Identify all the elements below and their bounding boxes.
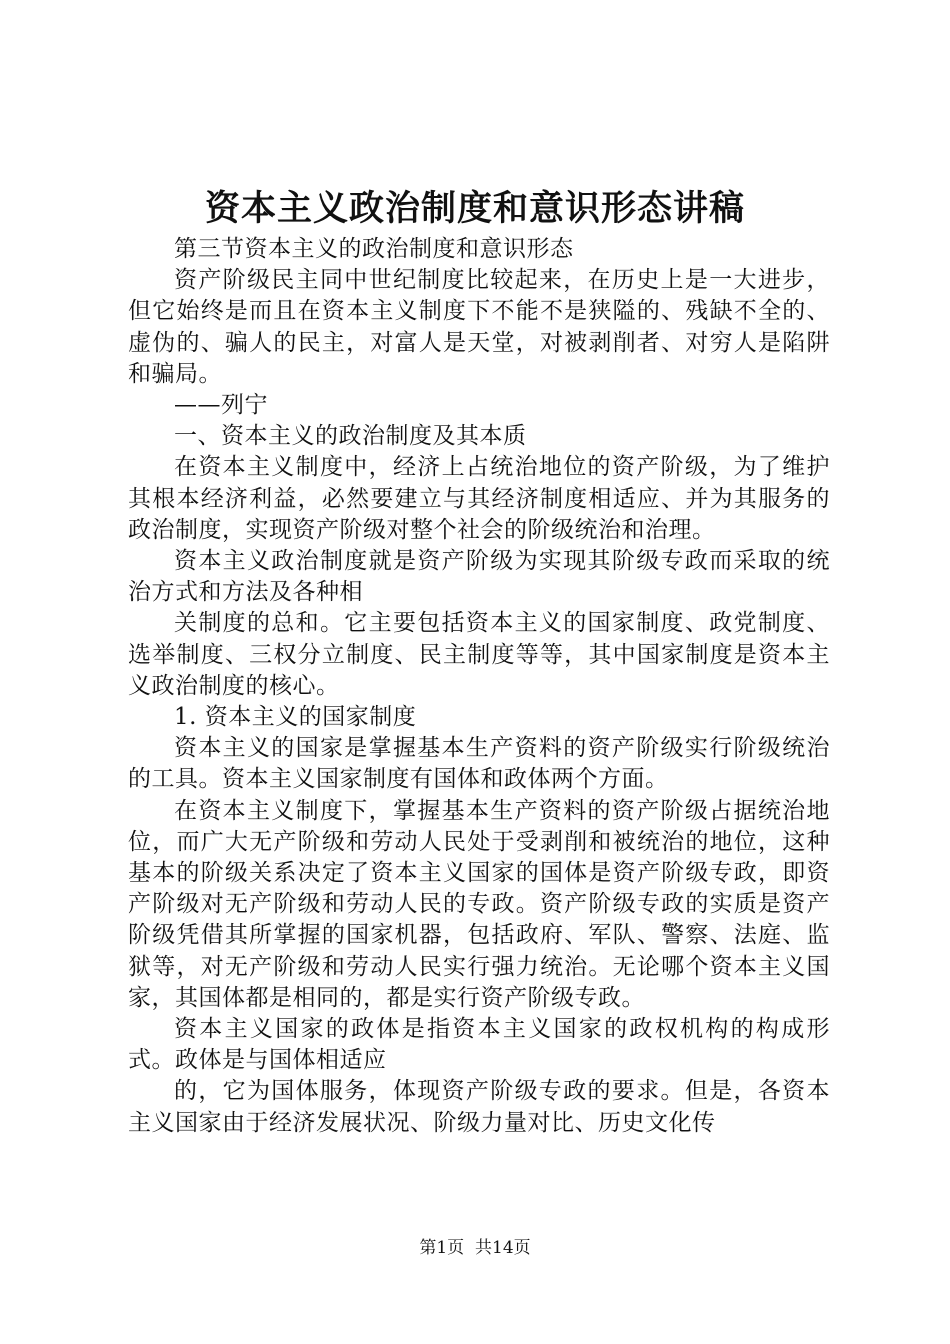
body-paragraph: 在资本主义制度中，经济上占统治地位的资产阶级，为了维护其根本经济利益，必然要建立与其经济制度相适应、并为其服务的政治制度，实现资产阶级对整个社会的阶级统治和治理。 xyxy=(128,454,830,543)
body-paragraph: 在资本主义制度下，掌握基本生产资料的资产阶级占据统治地位，而广大无产阶级和劳动人民处于受剥削和被统治的地位，这种基本的阶级关系决定了资本主义国家的国体是资产阶级专政，即资产阶级对无产阶级和劳动人民的专政。资产阶级专政的实质是资产阶级凭借其所掌握的国家机器，包括政府、军队、警察、法庭、监狱等，对无产阶级和劳动人民实行强力统治。无论哪个资本主义国家，其国体都是相同的，都是实行资产阶级专政。 xyxy=(128,797,830,1011)
document-title: 资本主义政治制度和意识形态讲稿 xyxy=(204,189,745,229)
body-paragraph: 资本主义国家的政体是指资本主义国家的政权机构的构成形式。政体是与国体相适应 xyxy=(128,1016,830,1074)
body-paragraph: 关制度的总和。它主要包括资本主义的国家制度、政党制度、选举制度、三权分立制度、民主制度等等，其中国家制度是资本主义政治制度的核心。 xyxy=(128,610,830,699)
document-body xyxy=(128,234,830,1139)
quote-attribution: ——列宁 xyxy=(174,392,268,419)
page-number: 第1页 xyxy=(419,1238,465,1258)
subsection-heading: 一、资本主义的政治制度及其本质 xyxy=(174,423,527,450)
body-paragraph: 资本主义的国家是掌握基本生产资料的资产阶级实行阶级统治的工具。资本主义国家制度有国体和政体两个方面。 xyxy=(128,735,830,793)
page-footer xyxy=(0,1236,950,1260)
page-total: 共14页 xyxy=(475,1238,531,1258)
quote-paragraph: 资产阶级民主同中世纪制度比较起来，在历史上是一大进步，但它始终是而且在资本主义制度下不能不是狭隘的、残缺不全的、虚伪的、骗人的民主，对富人是天堂，对被剥削者、对穷人是陷阱和骗局。 xyxy=(128,267,830,387)
section-heading: 第三节资本主义的政治制度和意识形态 xyxy=(174,236,574,262)
subsection-heading: 1. 资本主义的国家制度 xyxy=(174,704,417,731)
body-paragraph: 资本主义政治制度就是资产阶级为实现其阶级专政而采取的统治方式和方法及各种相 xyxy=(128,548,830,606)
body-paragraph: 的，它为国体服务，体现资产阶级专政的要求。但是，各资本主义国家由于经济发展状况、阶级力量对比、历史文化传 xyxy=(128,1078,830,1136)
